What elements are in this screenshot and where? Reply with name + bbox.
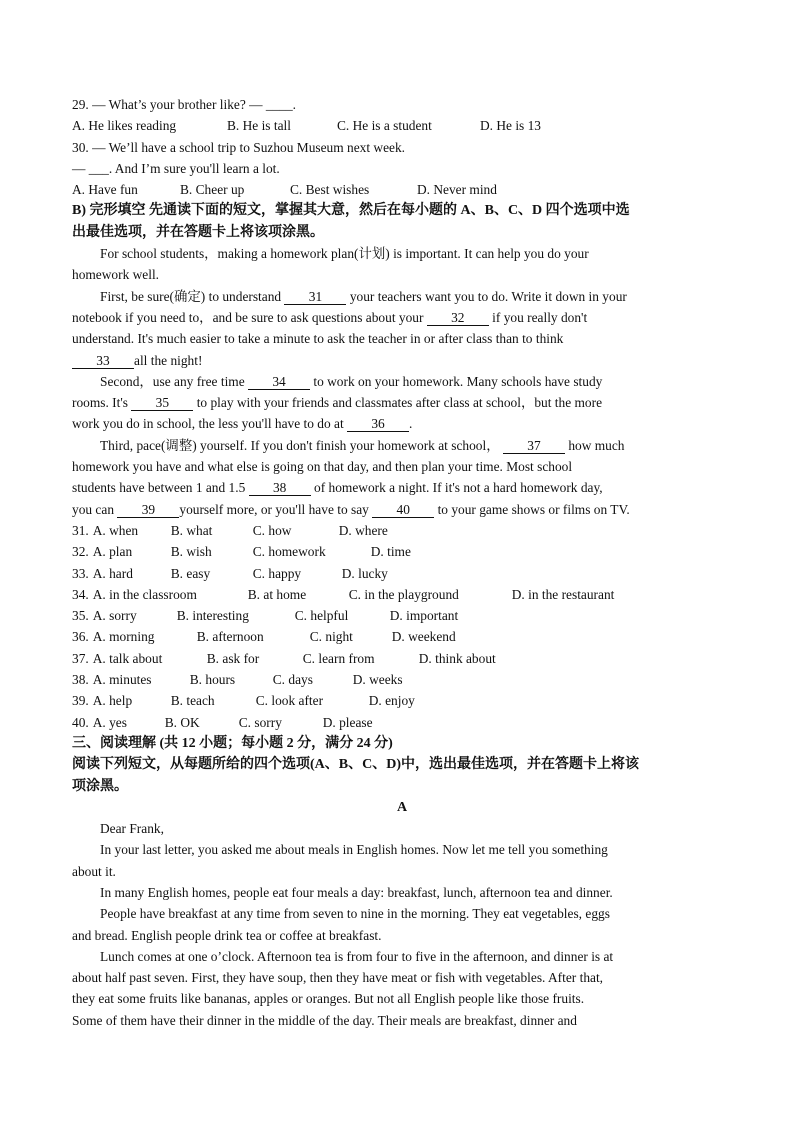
section-three-title: 三、阅读理解 (共 12 小题；每小题 2 分，满分 24 分) [72, 735, 393, 751]
section-b-heading-1: B) 完形填空 先通读下面的短文，掌握其大意，然后在每小题的 A、B、C、D 四个选项中选 [72, 203, 630, 219]
option-b: B. Cheer up [180, 182, 245, 198]
passage-text: Third, pace(调整) yourself. If you don't finish your homework at school， [100, 437, 500, 453]
letter-line: People have breakfast at any time from seven to nine in the morning. They eat vegetables, eggs [100, 906, 610, 922]
passage-line: For school students，making a homework plan(计划) is important. It can help you do your [100, 246, 589, 262]
option-c: C. in the playground [348, 586, 459, 602]
option-d: D. He is 13 [480, 118, 541, 134]
cloze-question-32 [72, 541, 732, 562]
passage-text: Second，use any free time [100, 373, 245, 389]
option-c: C. days [272, 672, 313, 688]
question-number: 31. [72, 522, 89, 538]
option-c: C. happy [252, 565, 302, 581]
passage-text: First, be sure(确定) to understand [100, 288, 282, 304]
blank-39: 39 [117, 502, 179, 518]
question-30-blank: ___. [88, 160, 113, 176]
blank-36: 36 [347, 416, 409, 432]
section-b-heading-2: 出最佳选项，并在答题卡上将该项涂黑。 [72, 224, 324, 240]
letter-line: about it. [72, 863, 116, 879]
option-c: C. Best wishes [290, 182, 370, 198]
passage-text: to work on your homework. Many schools have study [313, 373, 603, 389]
question-number: 39. [72, 693, 89, 709]
letter-line: In many English homes, people eat four meals a day: breakfast, lunch, afternoon tea and dinner. [100, 884, 613, 900]
passage-line: homework you have and what else is going on that day, and then plan your time. Most school [72, 459, 573, 475]
question-number: 35. [72, 608, 89, 624]
passage-line [72, 371, 732, 392]
option-d: D. please [322, 714, 373, 730]
passage-text: yourself more, or you'll have to say [179, 501, 369, 517]
blank-31: 31 [284, 289, 346, 305]
letter-line: Lunch comes at one o’clock. Afternoon tea is from four to five in the afternoon, and dinner is at [100, 948, 614, 964]
option-a: A. when [92, 522, 139, 538]
option-c: C. look after [255, 693, 324, 709]
option-b: B. He is tall [227, 118, 291, 134]
passage-text: to play with your friends and classmates after class at school，but the more [196, 395, 603, 411]
option-a: A. plan [92, 544, 133, 560]
option-a: A. talk about [92, 650, 163, 666]
option-c: C. sorry [238, 714, 282, 730]
question-30-rest: And I’m sure you'll learn a lot. [114, 160, 280, 176]
blank-37: 37 [503, 438, 565, 454]
question-30-dash: — [72, 160, 86, 176]
passage-line: understand. It's much easier to take a minute to ask the teacher in or after class than to think [72, 331, 564, 347]
question-30-options [72, 179, 732, 200]
question-30-line2 [72, 158, 732, 179]
option-b: B. ask for [206, 650, 260, 666]
passage-text: how much [568, 437, 625, 453]
passage-text: to your game shows or films on TV. [437, 501, 630, 517]
passage-line: homework well. [72, 267, 160, 283]
option-a: A. help [92, 693, 133, 709]
option-b: B. interesting [176, 608, 249, 624]
blank-35: 35 [131, 395, 193, 411]
cloze-question-40 [72, 712, 732, 733]
cloze-question-38 [72, 669, 732, 690]
option-b: B. hours [189, 672, 236, 688]
option-d: D. lucky [341, 565, 388, 581]
blank-33: 33 [72, 353, 134, 369]
question-29-prompt: 29. — What’s your brother like? — [72, 97, 263, 112]
question-29-blank: ____. [265, 97, 297, 112]
letter-line: they eat some fruits like bananas, apples or oranges. But not all English people like those fruits. [72, 991, 585, 1007]
question-number: 37. [72, 650, 89, 666]
option-d: D. in the restaurant [511, 586, 615, 602]
passage-line [72, 350, 732, 371]
option-d: D. enjoy [368, 693, 415, 709]
option-a: A. yes [92, 714, 127, 730]
passage-text: you can [72, 501, 115, 517]
passage-line [72, 499, 732, 520]
blank-40: 40 [372, 502, 434, 518]
letter-line: and bread. English people drink tea or coffee at breakfast. [72, 927, 382, 943]
option-c: C. night [309, 629, 353, 645]
option-d: D. weeks [352, 672, 403, 688]
option-c: C. homework [252, 544, 326, 560]
option-c: C. He is a student [337, 118, 432, 134]
option-c: C. helpful [294, 608, 349, 624]
option-d: D. where [338, 522, 388, 538]
option-d: D. Never mind [417, 182, 497, 198]
cloze-question-list [72, 520, 732, 733]
exam-page [72, 94, 732, 1031]
passage-line [72, 286, 732, 307]
option-a: A. hard [92, 565, 133, 581]
cloze-question-34 [72, 584, 732, 605]
passage-line [72, 413, 732, 434]
section-three-instruction-1: 阅读下列短文，从每题所给的四个选项(A、B、C、D)中，选出最佳选项，并在答题卡上将该 [72, 757, 639, 773]
passage-text: rooms. It's [72, 395, 128, 411]
passage-text: your teachers want you to do. Write it down in your [349, 288, 627, 304]
passage-a-label: A [396, 799, 408, 815]
cloze-question-33 [72, 563, 732, 584]
option-a: A. morning [92, 629, 155, 645]
option-d: D. think about [418, 650, 496, 666]
option-a: A. He likes reading [72, 118, 177, 134]
question-29 [72, 94, 732, 115]
letter-line: In your last letter, you asked me about meals in English homes. Now let me tell you something [100, 842, 608, 858]
blank-34: 34 [248, 374, 310, 390]
option-d: D. important [389, 608, 459, 624]
passage-text: students have between 1 and 1.5 [72, 480, 246, 496]
blank-32: 32 [427, 310, 489, 326]
cloze-question-36 [72, 626, 732, 647]
option-b: B. wish [170, 544, 212, 560]
option-d: D. weekend [391, 629, 456, 645]
question-number: 36. [72, 629, 89, 645]
question-number: 38. [72, 672, 89, 688]
question-number: 33. [72, 565, 89, 581]
option-b: B. teach [170, 693, 215, 709]
question-number: 40. [72, 714, 89, 730]
option-b: B. OK [164, 714, 200, 730]
option-b: B. what [170, 522, 213, 538]
question-30-prompt: 30. — We’ll have a school trip to Suzhou Museum next week. [72, 139, 406, 155]
option-b: B. easy [170, 565, 211, 581]
passage-text: all the night! [134, 352, 203, 368]
blank-38: 38 [249, 480, 311, 496]
cloze-question-31 [72, 520, 732, 541]
question-29-options [72, 115, 732, 136]
passage-line [72, 392, 732, 413]
option-a: A. minutes [92, 672, 152, 688]
passage-text: of homework a night. If it's not a hard homework day, [314, 480, 603, 496]
letter-greeting: Dear Frank, [100, 821, 164, 837]
passage-text: . [409, 416, 413, 432]
passage-line [72, 435, 732, 456]
passage-line [72, 307, 732, 328]
option-c: C. how [252, 522, 292, 538]
cloze-question-39 [72, 690, 732, 711]
cloze-question-35 [72, 605, 732, 626]
option-a: A. sorry [92, 608, 137, 624]
letter-line: Some of them have their dinner in the middle of the day. Their meals are breakfast, dinner and [72, 1012, 577, 1028]
option-b: B. at home [247, 586, 307, 602]
section-three-instruction-2: 项涂黑。 [72, 778, 128, 794]
option-a: A. in the classroom [92, 586, 197, 602]
option-c: C. learn from [302, 650, 375, 666]
passage-text: if you really don't [492, 309, 588, 325]
option-d: D. time [370, 544, 411, 560]
passage-line [72, 477, 732, 498]
option-b: B. afternoon [196, 629, 264, 645]
cloze-question-37 [72, 648, 732, 669]
question-30 [72, 137, 732, 158]
question-number: 34. [72, 586, 89, 602]
passage-text: notebook if you need to，and be sure to ask questions about your [72, 309, 424, 325]
letter-line: about half past seven. First, they have soup, then they have meat or fish with vegetables. After that, [72, 970, 604, 986]
passage-text: work you do in school, the less you'll have to do at [72, 416, 344, 432]
question-number: 32. [72, 544, 89, 560]
option-a: A. Have fun [72, 182, 138, 198]
